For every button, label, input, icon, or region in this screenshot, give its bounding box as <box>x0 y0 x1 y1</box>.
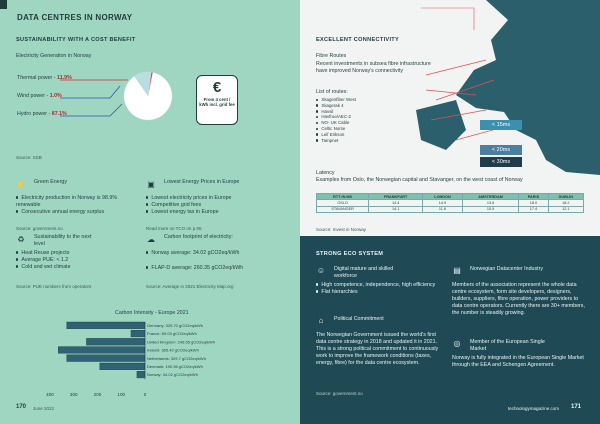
table-cell: 14.9 <box>423 200 463 206</box>
route-item: Tampnet <box>316 138 356 144</box>
table-cell: 14.1 <box>369 206 423 212</box>
carbon-list <box>146 250 286 272</box>
pie-label-thermal: Thermal power - 11.9% <box>17 75 72 81</box>
list-item: High competence, independence, high efficiency <box>316 282 441 289</box>
leader-hydro <box>60 104 122 116</box>
latency-text: Examples from Oslo, the Norwegian capital and Stavanger, on the west coast of Norway <box>316 177 523 183</box>
list-item: Lowest energy tax in Europe <box>146 209 276 216</box>
page-number-left: 170 <box>16 404 27 410</box>
map-uk <box>416 100 466 150</box>
routes-title: List of routes: <box>316 89 348 95</box>
eco-source: Source: government.no <box>316 391 363 396</box>
latency-table <box>316 193 584 213</box>
lightning-icon: ⚡ <box>16 180 26 189</box>
euro-icon: € <box>212 79 222 96</box>
bar <box>86 338 145 345</box>
connect-title: EXCELLENT CONNECTIVITY <box>316 37 400 43</box>
table-cell: 12.1 <box>548 206 583 212</box>
eco-system-panel <box>300 236 600 424</box>
table-cell: 11.6 <box>423 206 463 212</box>
route-item: Havfrue/AEC-2 <box>316 114 356 120</box>
list-item: Norway average: 34.02 gCO2eq/kWh <box>146 250 286 257</box>
latency-badge-30: < 30ms <box>480 157 522 167</box>
prices-source: Read more on TCO on p.06 <box>146 226 202 231</box>
table-cell: 17.4 <box>519 206 548 212</box>
list-item: Lowest electricity prices in Europe <box>146 195 276 202</box>
bar-label: Denmark: 190.36 gCO2eq/kWh <box>147 364 203 369</box>
bar <box>58 347 145 354</box>
green-list <box>16 195 136 216</box>
chart-title: Carbon Intensity - Europe 2021 <box>115 310 189 316</box>
route-item: Skagenfiber West <box>316 97 356 103</box>
routes-list <box>316 97 356 143</box>
bar-label: Netherlands: 329.7 gCO2eq/kWh <box>147 355 206 361</box>
table-cell: LONDON <box>423 194 463 200</box>
footer-site: technologymagazine.com <box>508 406 560 411</box>
pie-chart <box>60 68 190 128</box>
table-cell: AMSTERDAM <box>462 194 519 200</box>
list-item: Average PUE: < 1.2 <box>16 257 136 264</box>
table-cell: STAVANGER <box>317 206 369 212</box>
bar-label: Ireland: 365.42 gCO2eq/kWh <box>147 347 199 353</box>
digital-list <box>316 282 441 296</box>
x-tick-label: 400 <box>46 392 54 397</box>
bar-label: Germany: 329.70 gCO2eq/kWh <box>147 323 204 328</box>
route-legend-line <box>421 8 474 30</box>
map-landmass <box>456 0 600 175</box>
table-cell: FRANKFURT <box>369 194 423 200</box>
table-cell: 18.0 <box>519 200 548 206</box>
prices-list <box>146 195 276 216</box>
table-cell: PARIS <box>519 194 548 200</box>
bar <box>67 355 145 362</box>
pie-subtitle: Electricity Generation in Norway <box>16 53 92 59</box>
bar-label: France: 59.03 gCO2eq/kWh <box>147 331 197 337</box>
carbon-title: Carbon footprint of electricity: <box>164 234 233 240</box>
sustain-next-list <box>16 250 136 271</box>
pie-label-hydro: Hydro power - 87.1% <box>17 111 67 117</box>
bar-label: Norway: 34.02 gCO2eq/kWh <box>147 372 198 378</box>
digital-title: Digital mature and skilled workforce <box>334 266 394 279</box>
industry-text: Members of the association represent the whole data centre ecosystem, form site developers, designers, builders, suppliers, fibre operation, power providers to data centre operators. Currently there are 30+ members, the number is steadily growing. <box>452 282 585 316</box>
latency-badge-15: < 15ms <box>480 120 522 130</box>
fibre-text: Recent investments in subsea fibre infrastructure have improved Norway's connectivity <box>316 61 431 74</box>
market-title: Member of the European Single Market <box>470 339 545 352</box>
political-title: Political Commitment <box>334 316 384 322</box>
route-item: NO- UK Cable <box>316 120 356 126</box>
title-marker <box>0 0 7 9</box>
x-tick-label: 200 <box>93 392 102 397</box>
x-tick-label: 100 <box>117 392 126 397</box>
route-item: Celtic Norse <box>316 126 356 132</box>
recycle-icon: ♻ <box>17 235 25 244</box>
page-number-right: 171 <box>571 404 582 410</box>
prices-title: Lowest Energy Prices in Europe <box>164 179 240 185</box>
table-cell: 14.4 <box>369 200 423 206</box>
bar <box>137 371 145 378</box>
green-source: Source: government.no <box>16 226 63 231</box>
sustain-next-source: Source: PUE numbers from operators <box>16 284 92 289</box>
footer-date: June 2022 <box>33 406 55 411</box>
x-tick-label: 0 <box>143 392 147 397</box>
list-item: Flat hierarchies <box>316 289 441 296</box>
bar <box>100 363 145 370</box>
list-item: FLAP-D average: 260.35 gCO2eq/kWh <box>146 265 286 272</box>
market-text: Norway is fully integrated in the European Single Market through the EEA and Schengen Agreement. <box>452 355 584 368</box>
price-callout <box>196 75 238 125</box>
political-text: The Norwegian Government issued the world's first data centre strategy in 2018 and updated it in 2021. This is a strong political commitment to continuously work to improve the framework conditions (taxes, energy, fibre) for the data centre ecosystem. <box>316 332 439 366</box>
pie-source: Source: SSB <box>16 155 42 160</box>
price-callout-text: From 4 cent / kWh incl. grid fee <box>199 97 235 107</box>
industry-title: Norwegian Datacenter Industry <box>470 266 544 272</box>
bar <box>131 330 145 337</box>
cloud-icon: ☁ <box>147 235 155 244</box>
table-cell: RTT IN MS <box>317 194 369 200</box>
industry-icon: ▤ <box>453 266 461 275</box>
table-cell: 10.9 <box>462 206 519 212</box>
list-item: Cold and wet climate <box>16 264 136 271</box>
carbon-bar-chart <box>30 318 270 400</box>
route-item: Skagerak 4 <box>316 103 356 109</box>
page-title: DATA CENTRES IN NORWAY <box>17 13 133 22</box>
table-row <box>317 206 584 212</box>
table-cell: 13.6 <box>462 200 519 206</box>
route-item: Leif Erikson <box>316 132 356 138</box>
globe-icon: ◎ <box>453 339 461 348</box>
table-cell: 18.2 <box>548 200 583 206</box>
list-item: Heat Reuse projects <box>16 250 136 257</box>
latency-badge-20: < 20ms <box>480 145 522 155</box>
fibre-title: Fibre Routes <box>316 53 347 59</box>
table-cell: DUBLIN <box>548 194 583 200</box>
person-icon: ☺ <box>316 266 326 275</box>
bar <box>67 322 145 329</box>
building-icon: ⌂ <box>318 316 324 325</box>
sustain-next-title: Sustainability to the next level <box>34 234 92 247</box>
money-icon: ▣ <box>147 180 155 189</box>
pie-label-wind: Wind power - 1.0% <box>17 93 62 99</box>
list-item: Electricity production in Norway is 98.9% renewable <box>16 195 118 208</box>
route-item: Havsil <box>316 109 356 115</box>
leader-wind <box>60 86 120 98</box>
carbon-source: Source: Average in 2021 Electricity Map.org <box>146 284 234 289</box>
section-title: SUSTAINABILITY WITH A COST BENEFIT <box>16 37 136 43</box>
eco-title: STRONG ECO SYSTEM <box>316 251 384 257</box>
green-title: Green Energy <box>34 179 67 185</box>
bar-label: United Kingdom: 246.55 gCO2eq/kWh <box>147 339 216 345</box>
table-cell: OSLO <box>317 200 369 206</box>
connect-source: Source: Invest in Norway <box>316 227 367 232</box>
latency-title: Latency <box>316 170 335 176</box>
list-item: Competitive grid fees <box>146 202 276 209</box>
x-tick-label: 300 <box>69 392 78 397</box>
list-item: Consecutive annual energy surplus <box>16 209 136 216</box>
